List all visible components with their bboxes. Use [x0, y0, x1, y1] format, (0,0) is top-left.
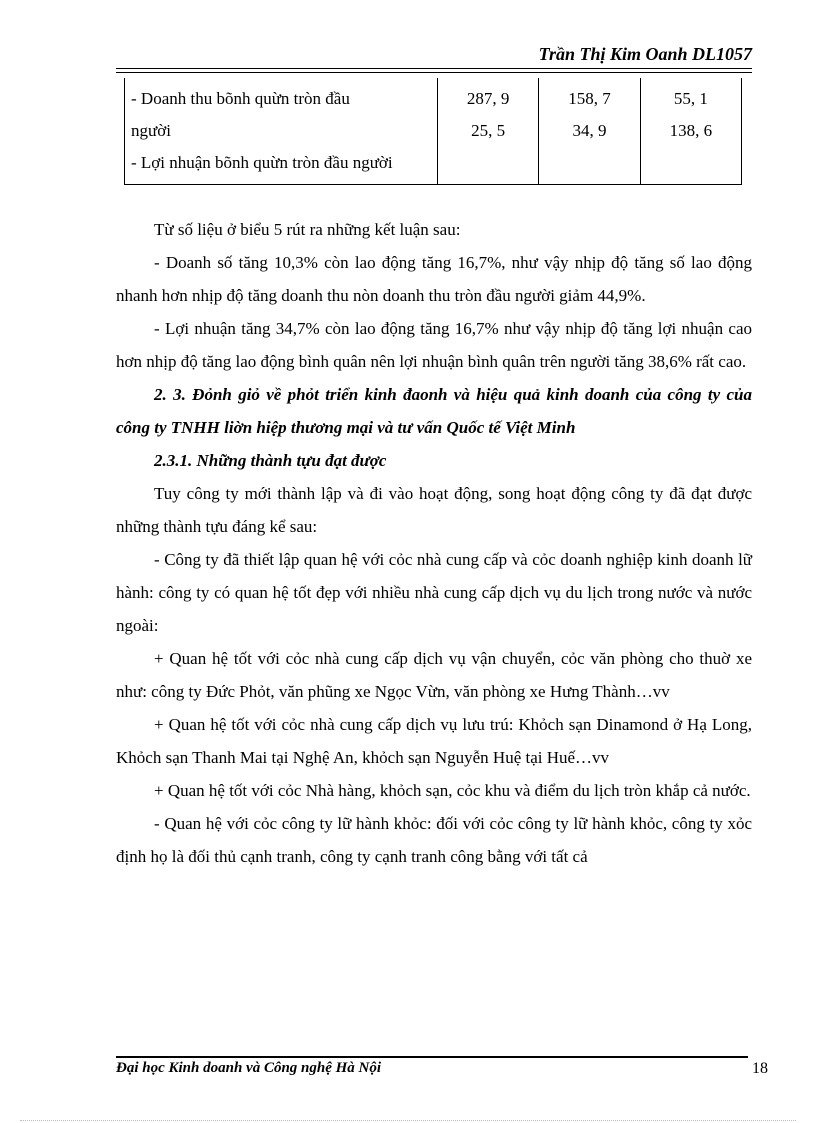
value: 158, 7	[568, 89, 611, 108]
paragraph: - Lợi nhuận tăng 34,7% còn lao động tăng 16,7% như vậy nhịp độ tăng lợi nhuận cao hơn nhịp độ tăng lao động bình quân nên lợi nhuận bình quân trên người tăng 38,6% rất cao.	[116, 319, 752, 371]
paragraph: - Doanh số tăng 10,3% còn lao động tăng 16,7%, như vậy nhịp độ tăng số lao động nhanh hơn nhịp độ tăng doanh thu nòn doanh thu tròn đầu người giảm 44,9%.	[116, 253, 752, 305]
label-line: - Lợi nhuận bõnh quừn tròn đầu người	[131, 153, 393, 172]
footer-rule	[116, 1056, 748, 1058]
table-cell-label	[125, 78, 438, 185]
paragraph: - Công ty đã thiết lập quan hệ với cỏc nhà cung cấp và cỏc doanh nghiệp kinh doanh lữ hành: công ty có quan hệ tốt đẹp với nhiều nhà cung cấp dịch vụ du lịch trong nước và nước ngoài:	[116, 550, 752, 635]
statistics-table	[124, 78, 742, 185]
value: 25, 5	[471, 121, 506, 140]
table-row	[125, 78, 742, 185]
page-number: 18	[752, 1060, 768, 1077]
value: 138, 6	[669, 121, 713, 140]
value: 34, 9	[572, 121, 607, 140]
paragraph: Từ số liệu ở biểu 5 rút ra những kết luận sau:	[154, 220, 461, 239]
header-rule-second	[116, 72, 752, 73]
paragraph: - Quan hệ với cỏc công ty lữ hành khỏc: đối với cỏc công ty lữ hành khỏc, công ty xỏc định họ là đối thủ cạnh tranh, công ty cạnh tranh công bằng với tất cả	[116, 814, 752, 866]
table-cell-col2	[539, 78, 640, 185]
page-edge	[20, 1120, 796, 1121]
document-body	[116, 213, 752, 873]
subsection-heading: 2.3.1. Những thành tựu đạt được	[154, 451, 387, 470]
table-cell-col3	[640, 78, 741, 185]
label-line: - Doanh thu bõnh quừn tròn đầu	[131, 89, 350, 108]
footer-institution: Đại học Kinh doanh và Công nghệ Hà Nội	[116, 1060, 382, 1076]
value: 287, 9	[466, 89, 510, 108]
header-rule	[116, 68, 752, 69]
paragraph: Tuy công ty mới thành lập và đi vào hoạt động, song hoạt động công ty đã đạt được những thành tựu đáng kể sau:	[116, 484, 752, 536]
header-author: Trần Thị Kim Oanh DL1057	[538, 44, 752, 64]
section-heading: 2. 3. Đỏnh giỏ về phỏt triển kinh đaonh và hiệu quả kinh doanh của công ty của công ty TNHH liờn hiệp thương mại và tư vấn Quốc tế Việt Minh	[116, 385, 752, 437]
value: 55, 1	[673, 89, 708, 108]
label-line: người	[131, 121, 171, 140]
table-cell-col1	[438, 78, 539, 185]
paragraph: + Quan hệ tốt với cỏc nhà cung cấp dịch vụ lưu trú: Khỏch sạn Dinamond ở Hạ Long, Khỏch sạn Thanh Mai tại Nghệ An, khỏch sạn Nguyễn Huệ tại Huế…vv	[116, 715, 752, 767]
paragraph: + Quan hệ tốt với cỏc Nhà hàng, khỏch sạn, cỏc khu và điểm du lịch tròn khắp cả nước.	[154, 781, 751, 800]
paragraph: + Quan hệ tốt với cỏc nhà cung cấp dịch vụ vận chuyển, cỏc văn phòng cho thuờ xe như: công ty Đức Phỏt, văn phũng xe Ngọc Vừn, văn phòng xe Hưng Thành…vv	[116, 649, 752, 701]
